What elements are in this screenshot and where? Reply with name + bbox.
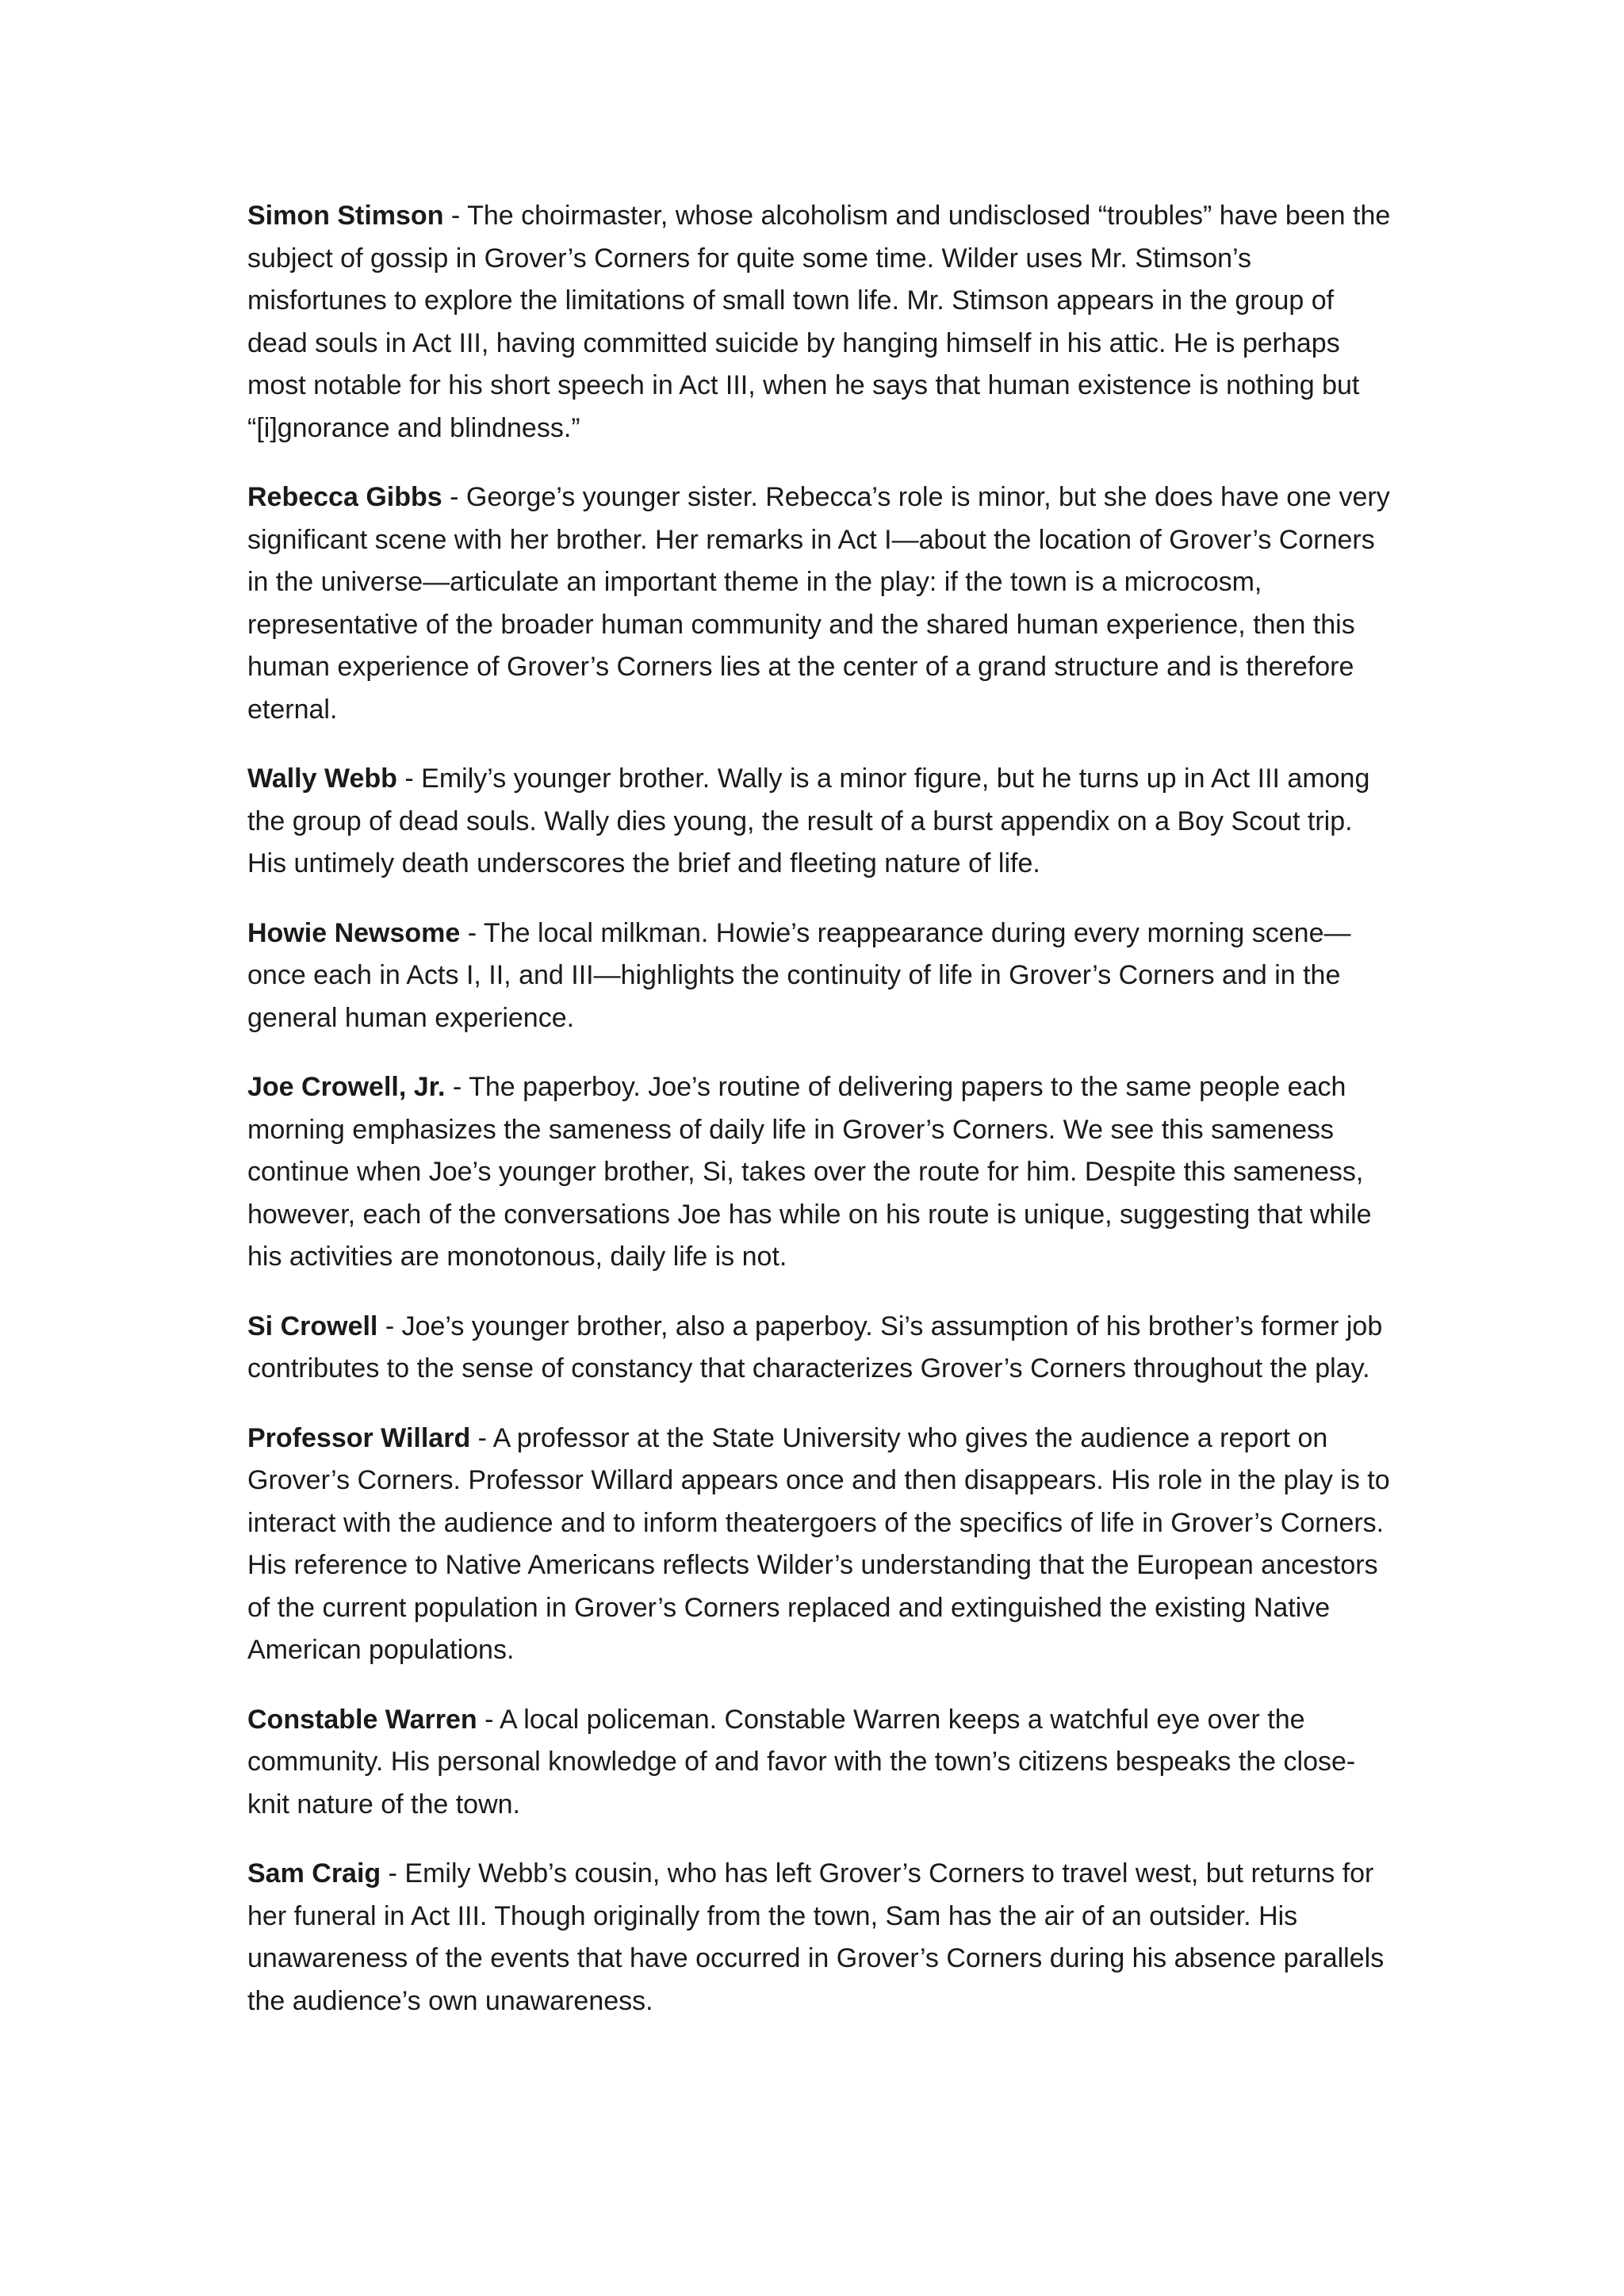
character-name: Professor Willard <box>247 1422 471 1453</box>
character-description: A professor at the State University who gives the audience a report on Grover’s Corners. Professor Willard appears once and then disappears. His role in the play is to interact with the audience and to inform theatergoers of the specifics of life in Grover’s Corners. His reference to Native Americans reflects Wilder’s understanding that the European ancestors of the current population in Grover’s Corners replaced and extinguished the existing Native American populations. <box>247 1422 1390 1665</box>
character-description: The choirmaster, whose alcoholism and undisclosed “troubles” have been the subject of gossip in Grover’s Corners for quite some time. Wilder uses Mr. Stimson’s misfortunes to explore the limitations of small town life. Mr. Stimson appears in the group of dead souls in Act III, having committed suicide by hanging himself in his attic. He is perhaps most notable for his short speech in Act III, when he says that human existence is nothing but “[i]gnorance and blindness.” <box>247 201 1391 443</box>
separator: - <box>377 1311 402 1341</box>
character-name: Rebecca Gibbs <box>247 482 442 512</box>
separator: - <box>445 1072 469 1102</box>
separator: - <box>381 1858 405 1888</box>
character-entry-sam-craig <box>247 1853 1396 2022</box>
character-description: Emily Webb’s cousin, who has left Grover’s Corners to travel west, but returns for her funeral in Act III. Though originally from the town, Sam has the air of an outsider. His unawareness of the events that have occurred in Grover’s Corners during his absence parallels the audience’s own unawareness. <box>247 1858 1385 2016</box>
character-description: A local policeman. Constable Warren keeps a watchful eye over the community. His personal knowledge of and favor with the town’s citizens bespeaks the close-knit nature of the town. <box>247 1704 1356 1820</box>
character-description: The paperboy. Joe’s routine of delivering papers to the same people each morning emphasizes the sameness of daily life in Grover’s Corners. We see this sameness continue when Joe’s younger brother, Si, takes over the route for him. Despite this sameness, however, each of the conversations Joe has while on his route is unique, suggesting that while his activities are monotonous, daily life is not. <box>247 1072 1372 1272</box>
character-entry-si-crowell <box>247 1306 1396 1391</box>
character-name: Wally Webb <box>247 763 397 794</box>
character-description: Joe’s younger brother, also a paperboy. Si’s assumption of his brother’s former job contributes to the sense of constancy that characterizes Grover’s Corners throughout the play. <box>247 1311 1383 1383</box>
separator: - <box>443 201 468 231</box>
character-list <box>247 195 1396 2049</box>
character-name: Joe Crowell, Jr. <box>247 1072 446 1102</box>
character-name: Howie Newsome <box>247 917 461 948</box>
character-entry-wally-webb <box>247 758 1396 886</box>
character-name: Constable Warren <box>247 1704 477 1735</box>
character-description: George’s younger sister. Rebecca’s role is minor, but she does have one very significant scene with her brother. Her remarks in Act I—about the location of Grover’s Corners in the universe—articulate an important theme in the play: if the town is a microcosm, representative of the broader human community and the shared human experience, then this human experience of Grover’s Corners lies at the center of a grand structure and is therefore eternal. <box>247 482 1390 725</box>
character-entry-rebecca-gibbs <box>247 476 1396 731</box>
character-description: The local milkman. Howie’s reappearance during every morning scene—once each in Acts I, II, and III—highlights the continuity of life in Grover’s Corners and in the general human experience. <box>247 917 1351 1033</box>
separator: - <box>470 1422 493 1453</box>
character-entry-constable-warren <box>247 1699 1396 1827</box>
separator: - <box>396 763 422 794</box>
character-name: Si Crowell <box>247 1311 378 1341</box>
character-name: Sam Craig <box>247 1858 381 1888</box>
separator: - <box>442 482 466 512</box>
character-description: Emily’s younger brother. Wally is a minor figure, but he turns up in Act III among the group of dead souls. Wally dies young, the result of a burst appendix on a Boy Scout trip. His untimely death underscores the brief and fleeting nature of life. <box>247 763 1370 878</box>
separator: - <box>477 1704 500 1735</box>
character-entry-professor-willard <box>247 1418 1396 1672</box>
separator: - <box>460 917 484 948</box>
character-entry-joe-crowell <box>247 1066 1396 1279</box>
character-entry-simon-stimson <box>247 195 1396 450</box>
character-entry-howie-newsome <box>247 913 1396 1040</box>
character-name: Simon Stimson <box>247 201 444 231</box>
